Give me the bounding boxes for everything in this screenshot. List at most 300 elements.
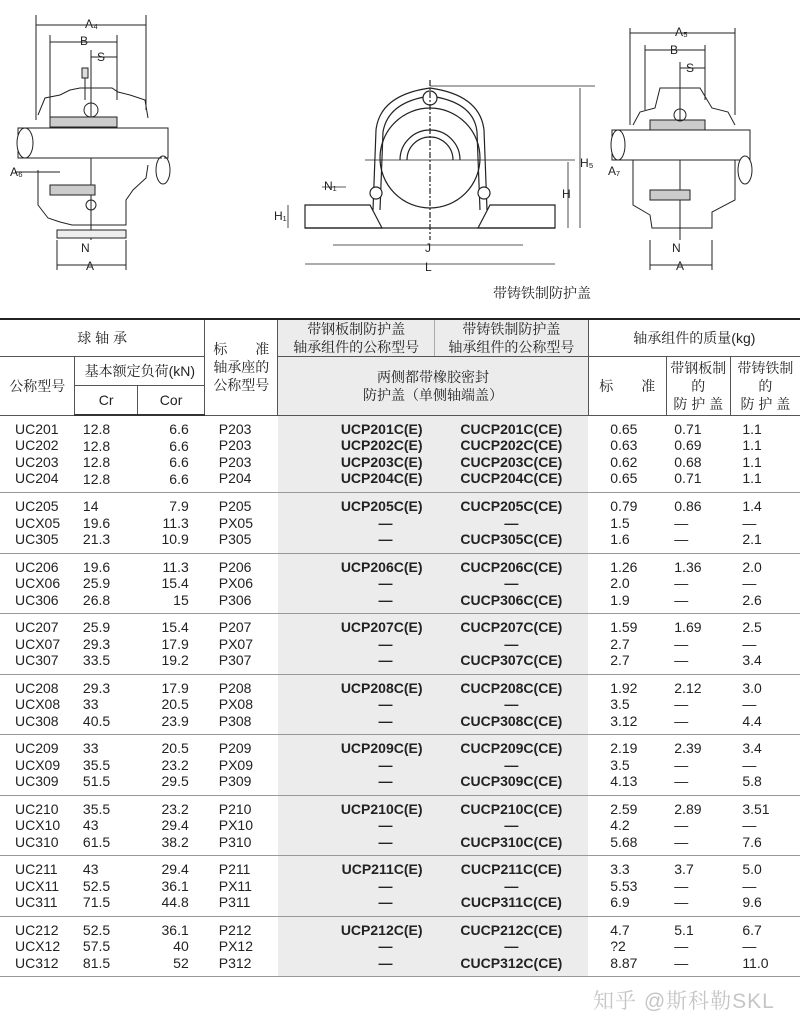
mass-cast: —: [742, 817, 757, 833]
housing-model: P308: [218, 712, 252, 729]
cor-value-cell: [137, 553, 204, 614]
steel-cover-model: —: [378, 531, 393, 547]
bearing-model-cell: [0, 415, 75, 493]
mass-cast: —: [742, 575, 757, 591]
mass-steel: —: [674, 591, 689, 608]
housing-model: P307: [218, 652, 252, 668]
mass-cast-cell: [730, 916, 800, 977]
steel-cover-model: UCP208C(E): [340, 679, 423, 696]
steel-cover-model: —: [378, 954, 393, 971]
cr-value: 21.3: [82, 531, 111, 547]
housing-model-cell: [205, 493, 278, 554]
bearing-model: UC308: [15, 712, 59, 729]
steel-cover-model: —: [378, 712, 393, 729]
cr-value: 25.9: [82, 619, 111, 635]
mass-cast: —: [742, 514, 757, 531]
header-basic-load-rating: 基本额定负荷(kN): [75, 357, 205, 386]
mass-standard: 3.12: [610, 712, 638, 729]
cor-value: 23.2: [161, 756, 189, 773]
svg-text:H: H: [562, 187, 571, 201]
bearing-model: UC310: [15, 833, 59, 850]
mass-cast: 1.4: [742, 498, 762, 514]
mass-steel: —: [674, 575, 689, 591]
cor-value: 40: [173, 938, 189, 954]
mass-steel: —: [674, 635, 689, 652]
cor-value: 44.8: [161, 894, 189, 910]
svg-text:N₁: N₁: [324, 179, 337, 193]
bearing-model: UC309: [15, 773, 59, 789]
header-steel-cover: 带钢板制防护盖 轴承组件的公称型号: [278, 319, 435, 357]
mass-steel: 0.71: [674, 420, 702, 437]
steel-cover-model: UCP211C(E): [341, 861, 423, 877]
cast-cover-model: CUCP211C(CE): [460, 861, 562, 877]
housing-model-cell: [205, 795, 278, 856]
bearing-model: UC306: [15, 591, 59, 608]
mass-standard: 4.7: [610, 921, 630, 938]
header-mass-cast-cover: 带铸铁制 的 防 护 盖: [730, 357, 800, 416]
cor-value: 29.4: [161, 817, 189, 833]
table-row-group: [0, 795, 800, 856]
cor-value: 19.2: [161, 652, 189, 668]
mass-standard: 4.2: [610, 817, 630, 833]
mass-steel: 0.71: [674, 470, 702, 486]
drawing-caption: 带铸铁制防护盖: [493, 285, 591, 301]
mass-standard: 3.5: [610, 756, 630, 773]
mass-standard-cell: [588, 856, 666, 917]
steel-cover-model-cell: [278, 553, 435, 614]
header-seal-cover: 两侧都带橡胶密封 防护盖（单侧轴端盖）: [278, 357, 588, 416]
mass-steel-cell: [666, 674, 730, 735]
cast-cover-model-cell: [435, 553, 589, 614]
mass-steel-cell: [666, 735, 730, 796]
steel-cover-model: —: [378, 817, 393, 833]
cr-value-cell: [75, 493, 137, 554]
mass-standard: 5.53: [610, 877, 638, 894]
housing-model-cell: [205, 674, 278, 735]
cor-value-cell: [137, 614, 204, 675]
housing-model: P207: [218, 619, 252, 635]
cr-value: 19.6: [82, 514, 111, 531]
mass-cast: —: [742, 877, 757, 894]
mass-cast: 1.1: [742, 420, 762, 437]
housing-model: P204: [218, 470, 252, 486]
mass-standard-cell: [588, 553, 666, 614]
cast-cover-model: CUCP203C(CE): [460, 453, 563, 470]
cor-value: 38.2: [161, 833, 189, 850]
cor-value: 7.9: [169, 498, 189, 514]
bearing-model-cell: [0, 735, 75, 796]
cr-value: 61.5: [82, 833, 111, 850]
cast-cover-model: —: [504, 938, 519, 954]
housing-model-cell: [205, 735, 278, 796]
header-ball-bearing: 球 轴 承: [0, 319, 205, 357]
housing-model: P209: [218, 740, 252, 756]
steel-cover-model-cell: [278, 614, 435, 675]
cast-cover-model-cell: [435, 614, 589, 675]
steel-cover-model: UCP201C(E): [340, 420, 423, 437]
cr-value: 52.5: [82, 877, 111, 894]
cor-value: 6.6: [169, 470, 189, 487]
svg-text:H₅: H₅: [580, 156, 594, 170]
bearing-model: UCX08: [15, 696, 61, 712]
bearing-model: UCX07: [15, 635, 61, 652]
cor-value: 15: [173, 591, 189, 608]
cr-value: 43: [82, 861, 99, 877]
housing-model: P305: [218, 531, 252, 547]
mass-cast-cell: [730, 493, 800, 554]
bearing-model: UC209: [15, 740, 59, 756]
mass-cast-cell: [730, 553, 800, 614]
housing-model: P208: [218, 679, 252, 696]
cast-cover-model: CUCP307C(CE): [460, 652, 563, 668]
cr-value: 12.8: [82, 421, 111, 437]
dim-label-a4: A₄: [85, 17, 98, 31]
header-mass-standard: 标 准: [588, 357, 666, 416]
bearing-model: UC207: [15, 619, 59, 635]
svg-text:J: J: [425, 241, 431, 255]
mass-cast: —: [742, 756, 757, 773]
housing-model: PX07: [218, 635, 253, 652]
housing-model: P203: [218, 453, 252, 470]
cor-value-cell: [137, 493, 204, 554]
cr-value: 43: [82, 817, 99, 833]
mass-steel-cell: [666, 493, 730, 554]
steel-cover-model-cell: [278, 415, 435, 493]
header-cast-cover: 带铸铁制防护盖 轴承组件的公称型号: [435, 319, 589, 357]
cast-cover-model: CUCP212C(CE): [460, 921, 563, 938]
svg-text:H₁: H₁: [274, 209, 287, 223]
cast-cover-model: CUCP309C(CE): [460, 773, 563, 789]
cr-value: 35.5: [82, 800, 111, 817]
housing-model: P309: [218, 773, 252, 789]
cast-cover-model: CUCP201C(CE): [460, 420, 563, 437]
header-cor: Cor: [137, 386, 204, 416]
mass-cast: 3.0: [742, 679, 762, 696]
svg-text:B: B: [80, 34, 89, 48]
cr-value: 40.5: [82, 712, 111, 729]
steel-cover-model: —: [378, 894, 393, 910]
bearing-model: UC208: [15, 679, 59, 696]
cast-cover-model-cell: [435, 735, 589, 796]
bearing-model: UCX05: [15, 514, 61, 531]
housing-model: PX06: [218, 575, 253, 591]
svg-text:B: B: [670, 43, 679, 57]
mass-cast: —: [742, 938, 757, 954]
mass-cast-cell: [730, 674, 800, 735]
cr-value: 51.5: [82, 773, 111, 789]
cast-cover-model-cell: [435, 795, 589, 856]
housing-model-cell: [205, 614, 278, 675]
bearing-model: UC312: [15, 954, 59, 971]
mass-standard: 0.62: [610, 453, 638, 470]
bearing-model: UC307: [15, 652, 59, 668]
mass-standard: 2.59: [610, 800, 638, 817]
cor-value: 6.6: [169, 421, 189, 437]
cor-value: 29.4: [161, 861, 189, 877]
steel-cover-model: —: [378, 756, 393, 773]
steel-cover-model: UCP209C(E): [340, 740, 423, 756]
mass-steel: 0.68: [674, 453, 702, 470]
mass-cast-cell: [730, 856, 800, 917]
cast-cover-model: CUCP310C(CE): [460, 833, 563, 850]
mass-steel: —: [674, 652, 689, 668]
mass-steel: —: [674, 531, 689, 547]
mass-cast: 3.4: [742, 740, 762, 756]
mass-standard: 1.5: [610, 514, 630, 531]
mass-steel: 1.69: [674, 619, 702, 635]
table-row-group: [0, 856, 800, 917]
mass-standard-cell: [588, 735, 666, 796]
housing-model: P206: [218, 558, 252, 575]
bearing-model: UCX06: [15, 575, 61, 591]
mass-standard: 1.92: [610, 679, 638, 696]
steel-cover-model: UCP210C(E): [340, 800, 423, 817]
cr-value: 33: [82, 696, 99, 712]
technical-drawings: [0, 0, 800, 312]
left-section-view: [15, 15, 170, 270]
cast-cover-model: —: [504, 635, 519, 652]
cor-value: 17.9: [161, 635, 189, 652]
cast-cover-model-cell: [435, 493, 589, 554]
mass-cast: —: [742, 635, 757, 652]
bearing-model: UCX10: [15, 817, 61, 833]
mass-standard: 8.87: [610, 954, 638, 971]
bearing-model: UC205: [15, 498, 59, 514]
housing-model: P310: [218, 833, 252, 850]
mass-standard: 1.26: [610, 558, 638, 575]
cor-value: 52: [173, 954, 189, 971]
mass-standard: ?2: [610, 938, 626, 954]
cr-value: 81.5: [82, 954, 111, 971]
mass-standard: 0.63: [610, 437, 638, 453]
housing-model-cell: [205, 553, 278, 614]
mass-steel: 5.1: [674, 921, 694, 938]
cast-cover-model: CUCP206C(CE): [460, 558, 563, 575]
svg-text:A₆: A₆: [10, 165, 23, 179]
bearing-model: UCX11: [15, 877, 60, 894]
header-mass-steel-cover: 带钢板制 的 防 护 盖: [666, 357, 730, 416]
mass-cast: 1.1: [742, 437, 762, 453]
housing-model: P212: [218, 921, 252, 938]
steel-cover-model-cell: [278, 674, 435, 735]
steel-cover-model-cell: [278, 795, 435, 856]
steel-cover-model: UCP206C(E): [340, 558, 423, 575]
cr-value: 12.8: [82, 454, 111, 470]
cast-cover-model-cell: [435, 856, 589, 917]
cor-value-cell: [137, 674, 204, 735]
cor-value: 11.3: [162, 514, 189, 531]
cor-value-cell: [137, 916, 204, 977]
steel-cover-model: —: [378, 635, 393, 652]
cast-cover-model: —: [504, 575, 519, 591]
mass-standard-cell: [588, 493, 666, 554]
housing-model: P210: [218, 800, 252, 817]
cr-value-cell: [75, 856, 137, 917]
mass-cast: 3.4: [742, 652, 762, 668]
table-row-group: [0, 674, 800, 735]
table-row-group: [0, 493, 800, 554]
center-front-view: [288, 80, 595, 264]
housing-model: P211: [218, 861, 251, 877]
mass-steel: —: [674, 514, 689, 531]
mass-standard: 0.79: [610, 498, 638, 514]
mass-cast: 6.7: [742, 921, 762, 938]
mass-steel: —: [674, 756, 689, 773]
steel-cover-model: —: [378, 833, 393, 850]
table-row-group: [0, 735, 800, 796]
cr-value-cell: [75, 795, 137, 856]
cor-value: 20.5: [161, 740, 189, 756]
header-nominal-model: 公称型号: [0, 357, 75, 416]
cor-value: 15.4: [161, 575, 189, 591]
cor-value: 10.9: [161, 531, 189, 547]
mass-steel: —: [674, 894, 689, 910]
cast-cover-model: CUCP205C(CE): [460, 498, 563, 514]
mass-cast: 1.1: [742, 470, 762, 486]
housing-model: PX10: [218, 817, 253, 833]
mass-standard: 1.9: [610, 591, 630, 608]
mass-cast: 1.1: [742, 453, 762, 470]
bearing-model: UC204: [15, 470, 59, 486]
svg-text:N: N: [672, 241, 681, 255]
mass-cast: 2.1: [742, 531, 762, 547]
right-section-view: [611, 28, 752, 270]
cr-value-cell: [75, 735, 137, 796]
mass-cast-cell: [730, 415, 800, 493]
mass-steel: —: [674, 833, 689, 850]
header-mass: 轴承组件的质量(kg): [588, 319, 800, 357]
cor-value: 36.1: [161, 921, 189, 938]
cor-value-cell: [137, 735, 204, 796]
cr-value: 29.3: [82, 635, 111, 652]
svg-text:S: S: [97, 50, 106, 64]
header-standard-housing: 标 准 轴承座的 公称型号: [205, 319, 278, 415]
watermark: 知乎 @斯科勒SKL: [593, 990, 775, 1013]
cast-cover-model: CUCP202C(CE): [460, 437, 563, 453]
cr-value-cell: [75, 674, 137, 735]
mass-standard: 2.0: [610, 575, 630, 591]
mass-standard-cell: [588, 916, 666, 977]
cast-cover-model: CUCP305C(CE): [460, 531, 563, 547]
cor-value: 6.6: [169, 437, 189, 454]
housing-model: P205: [218, 498, 252, 514]
cor-value: 23.9: [161, 712, 189, 729]
mass-cast-cell: [730, 735, 800, 796]
cr-value-cell: [75, 916, 137, 977]
cor-value-cell: [137, 795, 204, 856]
housing-model: PX09: [218, 756, 253, 773]
bearing-spec-table: [0, 318, 800, 977]
cr-value: 33: [82, 740, 99, 756]
housing-model: P203: [218, 437, 252, 453]
mass-standard-cell: [588, 795, 666, 856]
cr-value-cell: [75, 553, 137, 614]
mass-standard: 3.3: [610, 861, 630, 877]
mass-steel: —: [674, 817, 689, 833]
housing-model: PX12: [218, 938, 253, 954]
steel-cover-model: UCP204C(E): [340, 470, 423, 486]
housing-model-cell: [205, 916, 278, 977]
cast-cover-model: CUCP207C(CE): [460, 619, 563, 635]
mass-standard: 1.6: [610, 531, 630, 547]
mass-steel-cell: [666, 795, 730, 856]
svg-text:S: S: [686, 61, 695, 75]
steel-cover-model-cell: [278, 856, 435, 917]
mass-steel: 2.39: [674, 740, 702, 756]
mass-steel: —: [674, 877, 689, 894]
mass-steel-cell: [666, 553, 730, 614]
mass-cast: 3.51: [742, 800, 770, 817]
mass-cast: 5.0: [742, 861, 762, 877]
housing-model: P311: [218, 894, 251, 910]
cast-cover-model: CUCP210C(CE): [460, 800, 563, 817]
mass-standard: 2.7: [610, 652, 630, 668]
mass-steel-cell: [666, 614, 730, 675]
cr-value: 33.5: [82, 652, 111, 668]
cr-value: 35.5: [82, 756, 111, 773]
mass-cast: 2.6: [742, 591, 762, 608]
steel-cover-model: —: [378, 575, 393, 591]
bearing-model-cell: [0, 674, 75, 735]
bearing-model: UC212: [15, 921, 59, 938]
cast-cover-model-cell: [435, 415, 589, 493]
mass-cast: 2.0: [742, 558, 762, 575]
mass-cast-cell: [730, 795, 800, 856]
cor-value: 6.6: [169, 454, 189, 470]
steel-cover-model: UCP205C(E): [340, 498, 423, 514]
cr-value: 26.8: [82, 591, 111, 608]
cor-value-cell: [137, 856, 204, 917]
svg-text:A: A: [676, 259, 685, 273]
cast-cover-model: —: [504, 756, 519, 773]
cr-value: 14: [82, 498, 99, 514]
mass-cast: 9.6: [742, 894, 762, 910]
steel-cover-model: —: [378, 591, 393, 608]
housing-model: P312: [218, 954, 252, 971]
mass-steel-cell: [666, 856, 730, 917]
cor-value: 15.4: [161, 619, 189, 635]
mass-steel-cell: [666, 415, 730, 493]
svg-text:A: A: [86, 259, 95, 273]
bearing-model-cell: [0, 553, 75, 614]
mass-standard: 5.68: [610, 833, 638, 850]
svg-text:A₅: A₅: [675, 25, 688, 39]
steel-cover-model: —: [378, 773, 393, 789]
cr-value: 57.5: [82, 938, 111, 954]
mass-steel: —: [674, 938, 689, 954]
steel-cover-model: —: [378, 877, 393, 894]
mass-steel: 1.36: [674, 558, 702, 575]
header-cr: Cr: [75, 386, 137, 416]
steel-cover-model-cell: [278, 493, 435, 554]
table-row-group: [0, 916, 800, 977]
cast-cover-model: CUCP306C(CE): [460, 591, 563, 608]
cr-value: 71.5: [82, 894, 111, 910]
table-row-group: [0, 553, 800, 614]
mass-steel: 2.89: [674, 800, 702, 817]
cor-value: 23.2: [161, 800, 189, 817]
steel-cover-model: UCP207C(E): [340, 619, 423, 635]
cast-cover-model-cell: [435, 674, 589, 735]
housing-model: PX08: [218, 696, 253, 712]
mass-standard: 2.19: [610, 740, 638, 756]
bearing-model: UC311: [15, 894, 58, 910]
cr-value: 19.6: [82, 558, 111, 575]
steel-cover-model: UCP203C(E): [340, 453, 423, 470]
cast-cover-model: CUCP209C(CE): [460, 740, 563, 756]
steel-cover-model: —: [378, 938, 393, 954]
cr-value-cell: [75, 614, 137, 675]
